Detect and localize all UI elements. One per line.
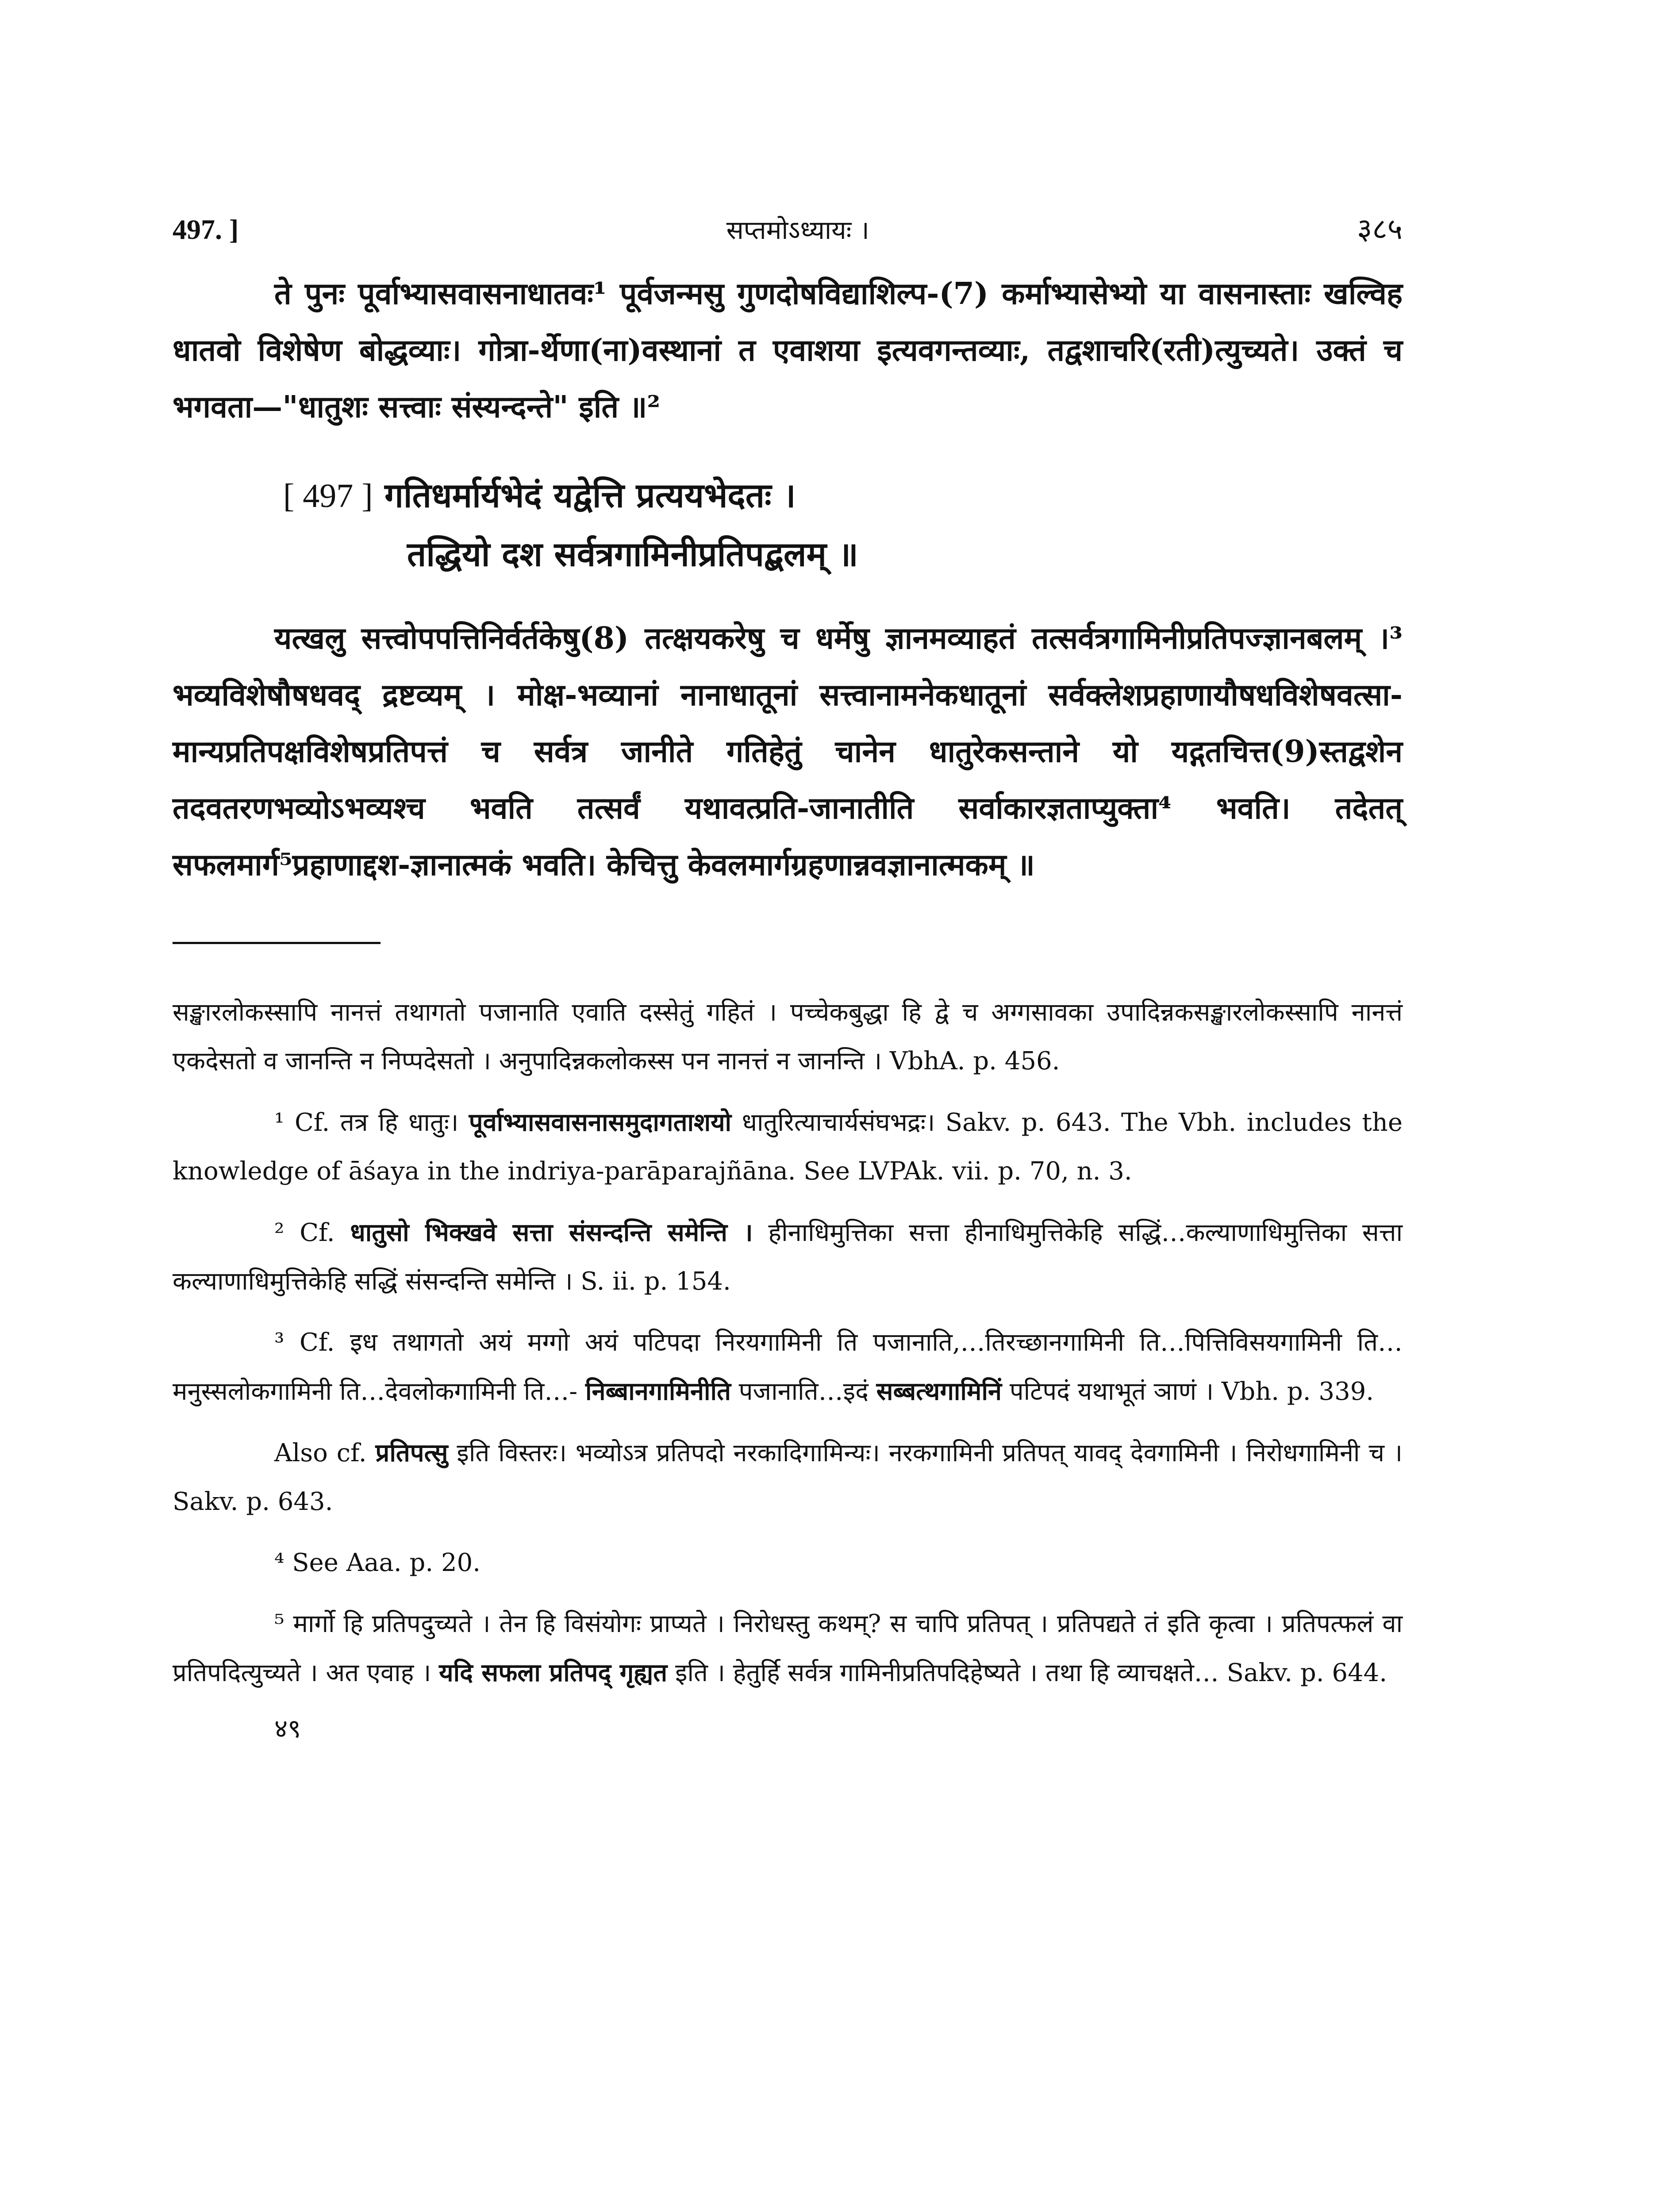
verse-line-2: तद्धियो दश सर्वत्रगामिनीप्रतिपद्बलम् ॥ — [407, 534, 858, 574]
page-number: ३८५ — [1357, 212, 1403, 246]
footnote-2: ² Cf. धातुसो भिक्खवे सत्ता संसन्दन्ति समेन्ति । हीनाधिमुत्तिका सत्ता हीनाधिमुत्तिकेहि सद्धिं…कल्याणाधिमुत्तिका सत्ता कल्याणाधिमुत्तिकेहि सद्धिं संसन्दन्ति समेन्ति । S. ii. p. 154. — [173, 1218, 1403, 1296]
footnote-3: ³ Cf. इध तथागतो अयं मग्गो अयं पटिपदा निरयगामिनी ति पजानाति,…तिरच्छानगामिनी ति…पित्तिविसयगामिनी ति…मनुस्सलोकगामिनी ति…देवलोकगामिनी ति…- निब्बानगामिनीति पजानाति…इदं सब्बत्थगामिनिं पटिपदं यथाभूतं ञाणं । Vbh. p. 339. — [173, 1328, 1403, 1406]
verse-line-1-text: गतिधर्मार्यभेदं यद्वेत्ति प्रत्ययभेदतः । — [384, 476, 796, 515]
verse-line-1 — [283, 466, 1403, 525]
page — [173, 208, 1403, 1745]
footnote-3-continued: Also cf. प्रतिपत्सु इति विस्तरः। भव्योऽत्र प्रतिपदो नरकादिगामिन्यः। नरकगामिनी प्रतिपत् यावद् देवगामिनी । निरोधगामिनी च । Sakv. p. 643. — [173, 1438, 1403, 1516]
footnote-divider — [173, 942, 381, 944]
footnote-1: ¹ Cf. तत्र हि धातुः। पूर्वाभ्यासवासनासमुदागताशयो धातुरित्याचार्यसंघभद्रः। Sakv. p. 643. The Vbh. includes the knowledge of āśaya in the indriya-parāparajñāna. See LVPAk. vii. p. 70, n. 3. — [173, 1108, 1403, 1186]
footnote-4: ⁴ See Aaa. p. 20. — [274, 1548, 481, 1577]
signature-mark: ४९ — [274, 1713, 301, 1743]
verse-number: [ 497 ] — [283, 477, 373, 515]
verse-497 — [283, 466, 1403, 584]
footnotes — [173, 988, 1403, 1697]
commentary-paragraph: यत्खलु सत्त्वोपपत्तिनिर्वर्तकेषु(8) तत्क्षयकरेषु च धर्मेषु ज्ञानमव्याहतं तत्सर्वत्रगामिनीप्रतिपज्ज्ञानबलम् ।³ भव्यविशेषौषधवद् द्रष्टव्यम् । मोक्ष-भव्यानां नानाधातूनां सत्त्वानामनेकधातूनां सर्वक्लेशप्रहाणायौषधविशेषवत्सा-मान्यप्रतिपक्षविशेषप्रतिपत्तं च सर्वत्र जानीते गतिहेतुं चानेन धातुरेकसन्ताने यो यद्गतचित्त(9)स्तद्वशेन तदवतरणभव्योऽभव्यश्च भवति तत्सर्वं यथावत्प्रति-जानातीति सर्वाकारज्ञताप्युक्ता⁴ भवति। तदेतत् सफलमार्ग⁵प्रहाणाद्दश-ज्ञानात्मकं भवति। केचित्तु केवलमार्गग्रहणान्नवज्ञानात्मकम् ॥ — [173, 621, 1403, 883]
page-reference: 497. ] — [173, 214, 239, 245]
running-header — [173, 208, 1403, 248]
chapter-title: सप्तमोऽध्यायः । — [726, 215, 869, 245]
footnote-5: ⁵ मार्गो हि प्रतिपदुच्यते । तेन हि विसंयोगः प्राप्यते । निरोधस्तु कथम्? स चापि प्रतिपत् । प्रतिपद्यते तं इति कृत्वा । प्रतिपत्फलं वा प्रतिपदित्युच्यते । अत एवाह । यदि सफला प्रतिपद् गृह्यत इति । हेतुर्हि सर्वत्र गामिनीप्रतिपदिहेष्यते । तथा हि व्याचक्षते… Sakv. p. 644. — [173, 1609, 1403, 1687]
footnote-continued: सङ्खारलोकस्सापि नानत्तं तथागतो पजानाति एवाति दस्सेतुं गहितं । पच्चेकबुद्धा हि द्वे च अग्गसावका उपादिन्नकसङ्खारलोकस्सापि नानत्तं एकदेसतो व जानन्ति न निप्पदेसतो । अनुपादिन्नकलोकस्स पन नानत्तं न जानन्ति । VbhA. p. 456. — [173, 998, 1403, 1075]
intro-paragraph: ते पुनः पूर्वाभ्यासवासनाधातवः¹ पूर्वजन्मसु गुणदोषविद्याशिल्प-(7) कर्माभ्यासेभ्यो या वासनास्ताः खल्विह धातवो विशेषेण बोद्धव्याः। गोत्रा-र्थेणा(ना)वस्थानां त एवाशया इत्यवगन्तव्याः, तद्वशाचरि(रती)त्युच्यते। उक्तं च भगवता—"धातुशः सत्त्वाः संस्यन्दन्ते" इति ॥² — [173, 276, 1403, 425]
